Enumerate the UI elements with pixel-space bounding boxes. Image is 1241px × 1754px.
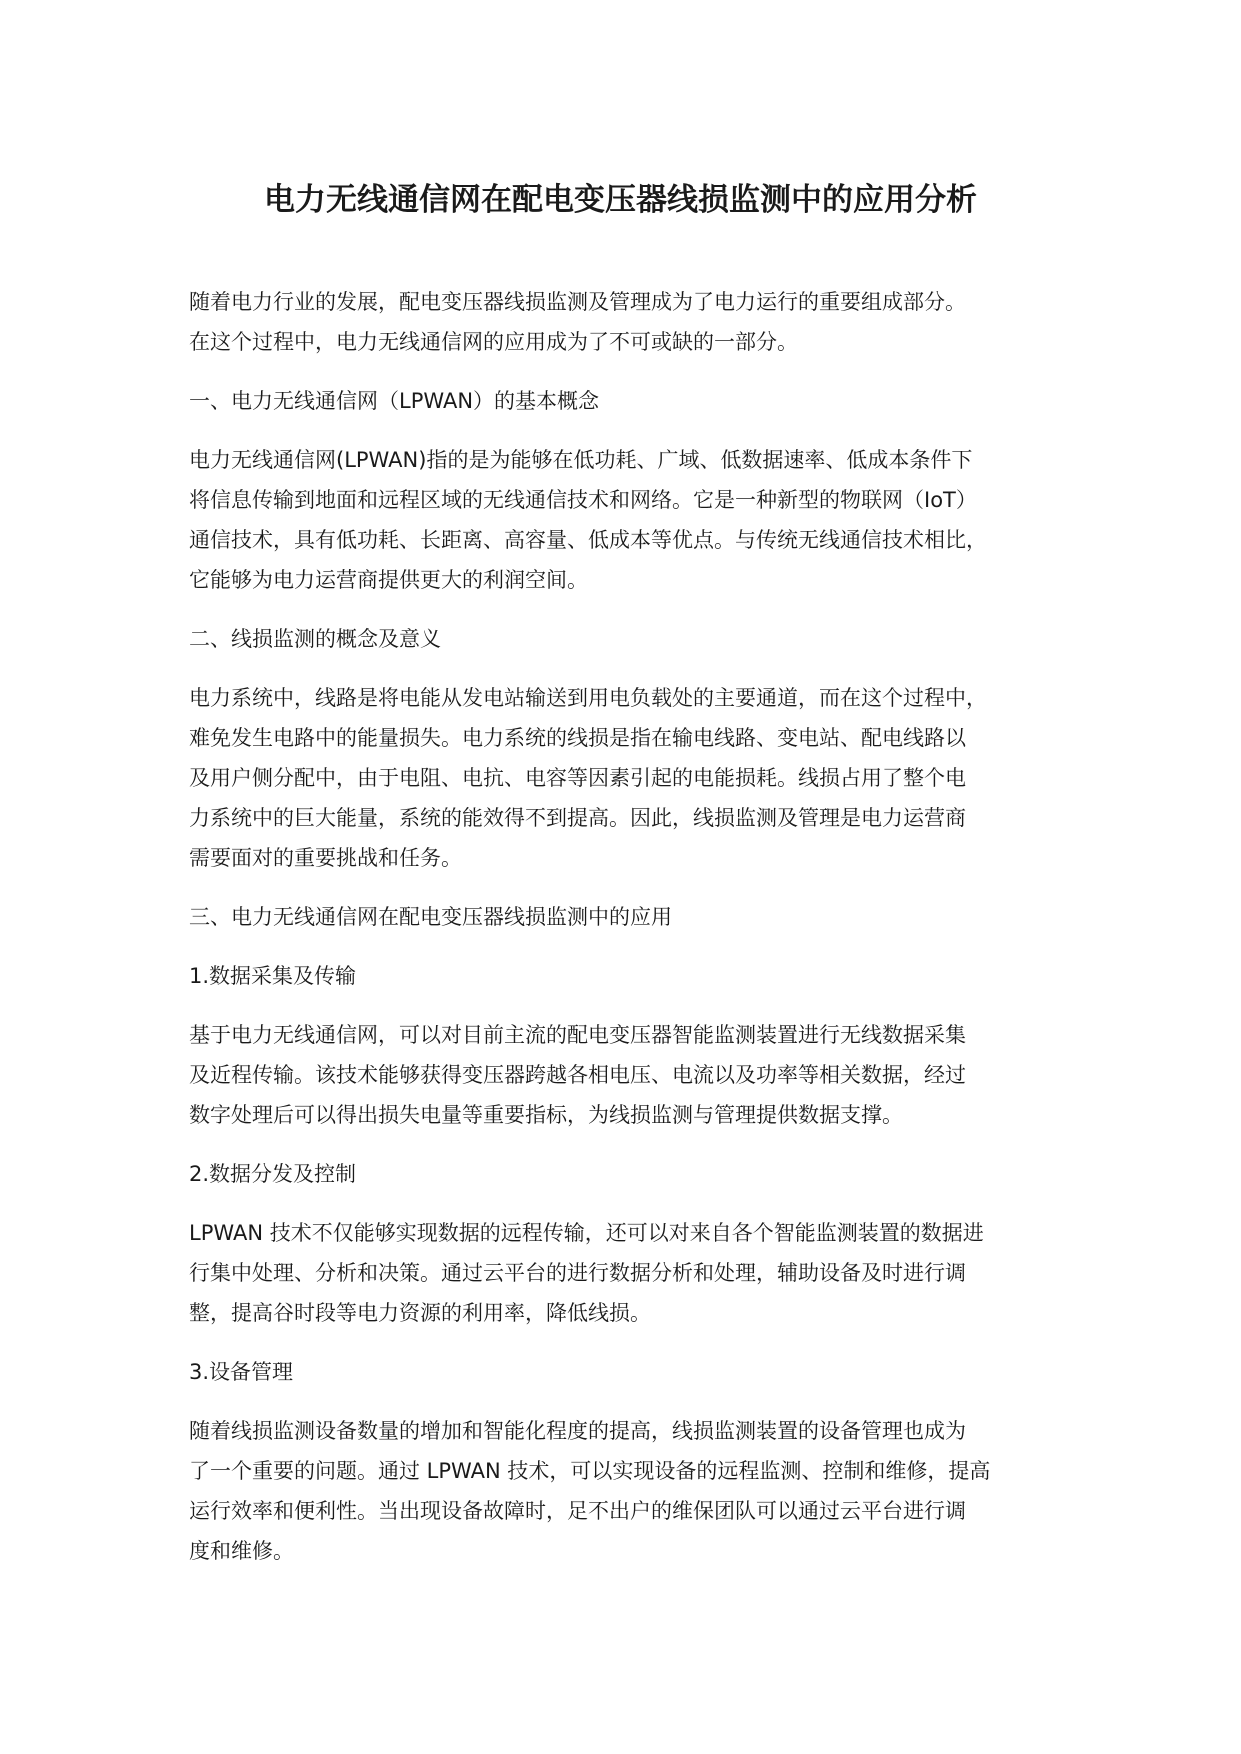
- heading-line: 三、电力无线通信网在配电变压器线损监测中的应用: [189, 905, 672, 929]
- text-line: 随着电力行业的发展，配电变压器线损监测及管理成为了电力运行的重要组成部分。: [189, 290, 966, 314]
- device-management-paragraph: [189, 1411, 1089, 1571]
- text-line: 电力系统中，线路是将电能从发电站输送到用电负载处的主要通道，而在这个过程中，: [189, 686, 987, 710]
- lpwan-concept-paragraph: [189, 440, 1089, 600]
- text-line: 及近程传输。该技术能够获得变压器跨越各相电压、电流以及功率等相关数据，经过: [189, 1063, 966, 1087]
- heading-line: 一、电力无线通信网（LPWAN）的基本概念: [189, 389, 600, 413]
- heading-line: 2.数据分发及控制: [189, 1162, 357, 1186]
- subheading-device-management: [189, 1352, 1089, 1392]
- section-heading-1: [189, 381, 1089, 421]
- heading-line: 3.设备管理: [189, 1360, 294, 1384]
- data-collection-paragraph: [189, 1015, 1089, 1135]
- section-heading-2: [189, 619, 1089, 659]
- text-line: 运行效率和便利性。当出现设备故障时，足不出户的维保团队可以通过云平台进行调: [189, 1499, 966, 1523]
- text-line: 度和维修。: [189, 1539, 294, 1563]
- line-loss-paragraph: [189, 678, 1089, 878]
- text-line: 力系统中的巨大能量，系统的能效得不到提高。因此，线损监测及管理是电力运营商: [189, 806, 966, 830]
- data-distribution-paragraph: [189, 1213, 1089, 1333]
- subheading-data-distribution: [189, 1154, 1089, 1194]
- text-line: 在这个过程中，电力无线通信网的应用成为了不可或缺的一部分。: [189, 330, 798, 354]
- text-line: 了一个重要的问题。通过 LPWAN 技术，可以实现设备的远程监测、控制和维修，提高: [189, 1459, 991, 1483]
- text-line: LPWAN 技术不仅能够实现数据的远程传输，还可以对来自各个智能监测装置的数据进: [189, 1221, 984, 1245]
- text-line: 基于电力无线通信网，可以对目前主流的配电变压器智能监测装置进行无线数据采集: [189, 1023, 966, 1047]
- section-heading-3: [189, 897, 1089, 937]
- subheading-data-collection: [189, 956, 1089, 996]
- text-line: 电力无线通信网(LPWAN)指的是为能够在低功耗、广域、低数据速率、低成本条件下: [189, 448, 973, 472]
- document-body: [189, 282, 1089, 1590]
- text-line: 难免发生电路中的能量损失。电力系统的线损是指在输电线路、变电站、配电线路以: [189, 726, 966, 750]
- text-line: 随着线损监测设备数量的增加和智能化程度的提高，线损监测装置的设备管理也成为: [189, 1419, 966, 1443]
- text-line: 将信息传输到地面和远程区域的无线通信技术和网络。它是一种新型的物联网（IoT）: [189, 488, 977, 512]
- text-line: 通信技术，具有低功耗、长距离、高容量、低成本等优点。与传统无线通信技术相比，: [189, 528, 987, 552]
- text-line: 行集中处理、分析和决策。通过云平台的进行数据分析和处理，辅助设备及时进行调: [189, 1261, 966, 1285]
- text-line: 需要面对的重要挑战和任务。: [189, 846, 462, 870]
- heading-line: 1.数据采集及传输: [189, 964, 357, 988]
- text-line: 它能够为电力运营商提供更大的利润空间。: [189, 568, 588, 592]
- intro-paragraph: [189, 282, 1089, 362]
- text-line: 及用户侧分配中，由于电阻、电抗、电容等因素引起的电能损耗。线损占用了整个电: [189, 766, 966, 790]
- document-title: 电力无线通信网在配电变压器线损监测中的应用分析: [264, 182, 977, 218]
- text-line: 数字处理后可以得出损失电量等重要指标，为线损监测与管理提供数据支撑。: [189, 1103, 903, 1127]
- text-line: 整，提高谷时段等电力资源的利用率，降低线损。: [189, 1301, 651, 1325]
- heading-line: 二、线损监测的概念及意义: [189, 627, 441, 651]
